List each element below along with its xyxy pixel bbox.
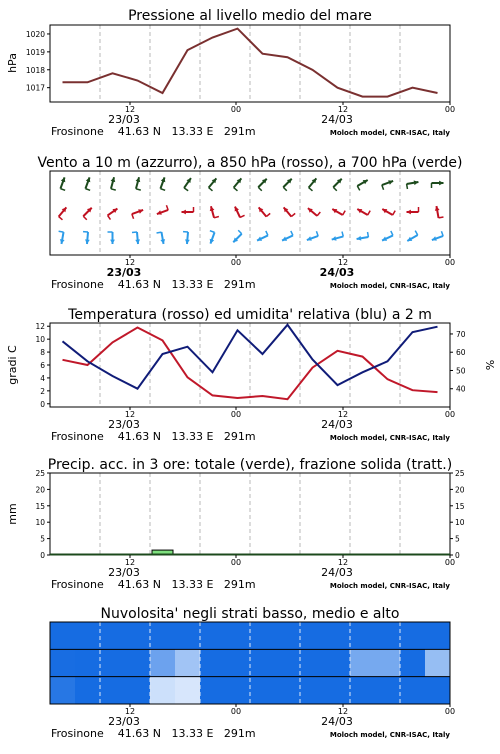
cloud-cell	[175, 622, 200, 649]
credit-label: Moloch model, CNR-ISAC, Italy	[330, 582, 451, 590]
wind-arrow	[357, 232, 369, 241]
cloud-cell	[200, 622, 225, 649]
wind-arrow	[83, 232, 90, 244]
x-tick-label: 12	[338, 707, 348, 716]
x-tick-label: 12	[338, 105, 348, 114]
wind-arrow	[233, 230, 241, 242]
wind-arrow	[382, 180, 393, 190]
cloud-cell	[75, 649, 100, 676]
cloud-cell	[50, 677, 75, 704]
wind-arrow	[257, 231, 268, 241]
cloud-panel	[50, 606, 455, 740]
date-label: 23/03	[108, 715, 140, 728]
cloud-cell	[400, 622, 425, 649]
cloud-cell	[50, 622, 75, 649]
wind-arrow	[332, 232, 344, 241]
wind-arrow-head	[439, 181, 443, 186]
wind-arrow-barb	[333, 187, 337, 191]
precip-y-label: mm	[6, 503, 19, 524]
wind-grid	[100, 171, 400, 255]
cloud-cell	[350, 622, 375, 649]
cloud-cell	[425, 622, 450, 649]
wind-arrow-barb	[368, 232, 369, 237]
x-tick-label: 00	[445, 558, 455, 567]
wind-arrow-barb	[415, 231, 418, 235]
y-tick-label: 20	[455, 485, 465, 494]
wind-arrow-barb	[343, 211, 346, 215]
wind-arrow	[309, 178, 317, 190]
wind-arrow-head	[407, 210, 411, 215]
location-label: Frosinone 41.63 N 13.33 E 291m	[51, 727, 256, 740]
x-tick-label: 12	[125, 558, 135, 567]
wind-arrow	[59, 207, 67, 219]
wind-arrow	[209, 178, 217, 190]
wind-x-axis	[51, 255, 455, 291]
wind-arrow-barb	[317, 212, 320, 216]
cloud-cell	[275, 622, 300, 649]
temperature-panel	[6, 307, 496, 443]
cloud-title: Nuvolosita' negli strati basso, medio e alto	[101, 606, 400, 622]
wind-arrow-barb	[132, 214, 134, 219]
cloud-cell	[375, 677, 400, 704]
y-tick-label: 1020	[26, 30, 45, 39]
y-tick-label: 12	[35, 322, 45, 331]
y-tick-label: 0	[40, 551, 45, 560]
wind-arrow	[282, 231, 293, 241]
wind-arrow-head	[85, 239, 90, 244]
wind-arrow-barb	[83, 216, 87, 220]
cloud-cell	[250, 677, 275, 704]
date-label: 24/03	[321, 418, 353, 431]
wind-arrow	[111, 177, 116, 190]
cloud-cell	[275, 677, 300, 704]
y-tick-label: 50	[456, 366, 466, 375]
wind-arrow	[108, 209, 118, 220]
wind-arrows	[59, 177, 444, 244]
x-tick-label: 12	[125, 105, 135, 114]
y-tick-label: 25	[35, 469, 45, 478]
x-tick-label: 12	[125, 707, 135, 716]
date-label: 23/03	[107, 266, 142, 279]
cloud-cell	[125, 677, 150, 704]
y-tick-label: 40	[456, 385, 466, 394]
wind-arrow	[432, 231, 443, 241]
x-tick-label: 00	[231, 558, 241, 567]
wind-arrow	[235, 207, 245, 218]
y-tick-label: 1018	[26, 66, 45, 75]
wind-arrow-barb	[160, 189, 165, 191]
cloud-cell	[175, 649, 200, 676]
precip-panel	[6, 457, 465, 591]
cloud-heatmap	[50, 622, 450, 704]
wind-arrow-barb	[439, 217, 444, 218]
wind-arrow-barb	[266, 213, 270, 216]
x-tick-label: 00	[445, 258, 455, 267]
wind-arrow-barb	[60, 189, 65, 191]
cloud-cell	[325, 677, 350, 704]
location-label: Frosinone 41.63 N 13.33 E 291m	[51, 430, 256, 443]
y-tick-label: 0	[455, 551, 460, 560]
wind-arrow-barb	[238, 230, 242, 234]
wind-arrow-head	[182, 210, 186, 215]
wind-arrow	[210, 231, 215, 244]
wind-arrow	[85, 177, 90, 190]
cloud-cell	[225, 622, 250, 649]
cloud-cell	[125, 649, 150, 676]
y-tick-label: 10	[35, 518, 45, 527]
date-label: 23/03	[108, 418, 140, 431]
pressure-panel	[6, 8, 455, 138]
y-tick-label: 60	[456, 348, 466, 357]
x-tick-label: 00	[231, 258, 241, 267]
wind-arrow	[357, 209, 370, 215]
cloud-cell	[100, 622, 125, 649]
cloud-cell	[75, 677, 100, 704]
wind-arrow	[234, 178, 242, 190]
wind-arrow	[382, 231, 393, 241]
wind-arrow	[136, 177, 141, 190]
cloud-cell	[100, 677, 125, 704]
x-tick-label: 00	[445, 410, 455, 419]
wind-arrow	[210, 206, 219, 218]
wind-arrow-barb	[209, 188, 213, 191]
wind-arrow-barb	[234, 188, 238, 191]
wind-arrow	[157, 232, 166, 244]
cloud-cell	[225, 677, 250, 704]
wind-arrow-barb	[157, 232, 162, 233]
wind-arrow	[60, 177, 65, 190]
cloud-cell	[400, 649, 425, 676]
pressure-grid	[100, 25, 400, 102]
wind-arrow	[407, 231, 417, 241]
wind-arrow	[59, 231, 65, 244]
cloud-cell	[125, 622, 150, 649]
wind-arrow	[284, 207, 296, 216]
y-tick-label: 1019	[26, 48, 45, 57]
cloud-cell	[275, 649, 300, 676]
cloud-cell	[300, 622, 325, 649]
y-tick-label: 2	[40, 387, 45, 396]
cloud-cell	[200, 649, 225, 676]
wind-arrow-head	[185, 239, 190, 244]
location-label: Frosinone 41.63 N 13.33 E 291m	[51, 125, 256, 138]
wind-arrow	[183, 232, 190, 244]
wind-arrow	[435, 206, 444, 218]
y-tick-label: 25	[455, 469, 465, 478]
temperature-title: Temperatura (rosso) ed umidita' relativa (blu) a 2 m	[67, 307, 432, 323]
wind-arrow	[184, 178, 191, 191]
cloud-cell	[150, 622, 175, 649]
temperature-x-axis	[51, 407, 455, 443]
cloud-cell	[375, 649, 400, 676]
wind-arrow	[108, 232, 115, 244]
wind-arrow	[182, 207, 194, 214]
y-tick-label: 5	[455, 535, 460, 544]
wind-arrow	[432, 181, 444, 188]
cloud-cell	[100, 649, 125, 676]
wind-panel	[37, 155, 462, 291]
cloud-cell	[350, 677, 375, 704]
y-tick-label: 20	[35, 485, 45, 494]
wind-arrow	[332, 209, 345, 215]
wind-arrow	[132, 232, 140, 244]
cloud-cell	[300, 677, 325, 704]
wind-arrow-barb	[357, 186, 360, 190]
cloud-cell	[400, 677, 425, 704]
credit-label: Moloch model, CNR-ISAC, Italy	[330, 731, 451, 739]
date-label: 23/03	[108, 566, 140, 579]
y-tick-label: 8	[40, 348, 45, 357]
wind-arrow	[259, 207, 271, 216]
cloud-cell	[250, 622, 275, 649]
y-tick-label: 4	[40, 374, 45, 383]
x-tick-label: 00	[231, 410, 241, 419]
cloud-cell	[150, 649, 175, 676]
wind-arrow	[160, 177, 165, 190]
y-tick-label: 15	[455, 502, 465, 511]
wind-arrow-barb	[59, 217, 63, 220]
pressure-y-ticks	[26, 30, 50, 93]
pressure-title: Pressione al livello medio del mare	[128, 8, 372, 24]
temperature-y-ticks	[35, 322, 50, 409]
wind-arrow	[308, 208, 320, 216]
wind-arrow-head	[135, 239, 140, 244]
wind-arrow	[407, 180, 419, 189]
x-tick-label: 00	[445, 105, 455, 114]
date-label: 24/03	[320, 266, 355, 279]
precip-frame	[50, 473, 450, 555]
wind-arrow-barb	[291, 213, 295, 216]
y-tick-label: 1017	[26, 84, 45, 93]
wind-arrow-barb	[210, 231, 215, 233]
humidity-y-label: %	[483, 360, 496, 370]
date-label: 24/03	[321, 113, 353, 126]
y-tick-label: 10	[455, 518, 465, 527]
wind-arrow-barb	[59, 231, 64, 232]
cloud-cell	[225, 649, 250, 676]
x-tick-label: 00	[445, 707, 455, 716]
cloud-x-axis	[51, 704, 455, 740]
wind-title: Vento a 10 m (azzurro), a 850 hPa (rosso), a 700 hPa (verde)	[37, 155, 462, 171]
wind-arrow-barb	[266, 231, 268, 236]
wind-arrow-barb	[309, 188, 313, 191]
wind-arrow-barb	[393, 211, 396, 215]
wind-arrow	[132, 209, 143, 219]
wind-arrow	[157, 205, 168, 215]
cloud-cell	[250, 649, 275, 676]
cloud-cell	[425, 677, 450, 704]
precip-grid	[100, 473, 400, 555]
cloud-cell	[75, 622, 100, 649]
cloud-cell	[425, 649, 450, 676]
cloud-cell	[50, 649, 75, 676]
cloud-cell	[350, 649, 375, 676]
credit-label: Moloch model, CNR-ISAC, Italy	[330, 282, 451, 290]
credit-label: Moloch model, CNR-ISAC, Italy	[330, 434, 451, 442]
wind-arrow-barb	[136, 189, 141, 190]
humidity-y-ticks	[450, 330, 466, 394]
wind-arrow	[333, 179, 341, 191]
x-tick-label: 12	[338, 558, 348, 567]
wind-arrow-barb	[316, 231, 318, 236]
wind-arrow-barb	[291, 231, 293, 236]
wind-arrow	[283, 179, 291, 191]
wind-arrow-barb	[382, 185, 384, 190]
wind-arrow-head	[110, 240, 115, 244]
wind-arrow	[357, 180, 367, 190]
wind-arrow	[382, 209, 395, 215]
date-label: 23/03	[108, 113, 140, 126]
wind-arrow-barb	[184, 188, 188, 191]
x-tick-label: 00	[231, 707, 241, 716]
cloud-cell	[325, 649, 350, 676]
pressure-y-label: hPa	[6, 53, 19, 73]
wind-arrow-barb	[85, 189, 90, 191]
y-tick-label: 10	[35, 335, 45, 344]
precip-title: Precip. acc. in 3 ore: totale (verde), frazione solida (tratt.)	[48, 457, 452, 473]
temperature-grid	[100, 323, 400, 407]
temperature-y-label: gradi C	[6, 345, 19, 385]
wind-arrow-barb	[166, 205, 168, 210]
cloud-cell	[200, 677, 225, 704]
x-tick-label: 12	[338, 258, 348, 267]
wind-arrow-barb	[258, 187, 262, 191]
cloud-cell	[175, 677, 200, 704]
wind-arrow-barb	[240, 215, 245, 217]
cloud-cell	[300, 649, 325, 676]
wind-arrow-barb	[283, 187, 287, 191]
wind-arrow-barb	[108, 215, 111, 219]
wind-arrow	[407, 207, 419, 214]
pressure-x-axis	[51, 102, 455, 138]
wind-arrow	[83, 208, 91, 220]
location-label: Frosinone 41.63 N 13.33 E 291m	[51, 578, 256, 591]
date-label: 24/03	[321, 715, 353, 728]
wind-arrow-barb	[391, 231, 393, 236]
wind-arrow-barb	[441, 231, 443, 236]
y-tick-label: 6	[40, 361, 45, 370]
wind-arrow-barb	[407, 184, 408, 189]
y-tick-label: 0	[40, 400, 45, 409]
date-label: 24/03	[321, 566, 353, 579]
x-tick-label: 12	[125, 410, 135, 419]
cloud-cell	[150, 677, 175, 704]
wind-arrow-barb	[111, 189, 116, 190]
wind-arrow-barb	[368, 211, 371, 215]
x-tick-label: 00	[231, 105, 241, 114]
x-tick-label: 12	[125, 258, 135, 267]
x-tick-label: 12	[338, 410, 348, 419]
y-tick-label: 70	[456, 330, 466, 339]
precip-x-axis	[51, 555, 455, 591]
cloud-cell	[325, 622, 350, 649]
cloud-cell	[375, 622, 400, 649]
credit-label: Moloch model, CNR-ISAC, Italy	[330, 129, 451, 137]
y-tick-label: 5	[40, 535, 45, 544]
wind-arrow	[258, 179, 266, 191]
wind-arrow	[307, 231, 318, 241]
location-label: Frosinone 41.63 N 13.33 E 291m	[51, 278, 256, 291]
y-tick-label: 15	[35, 502, 45, 511]
